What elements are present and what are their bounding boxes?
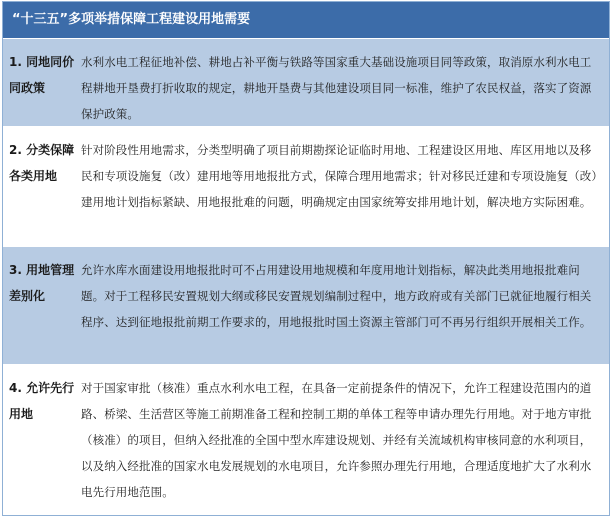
row-text: 水利水电工程征地补偿、耕地占补平衡与铁路等国家重大基础设施项目同等政策，取消原水利水电工程耕地开垦费打折收取的规定，耕地开垦费与其他建设项目同一标准，维护了农民权益，落实了资源保护政策。 <box>81 55 592 121</box>
row-label <box>3 365 75 515</box>
table-row <box>3 246 609 364</box>
row-label <box>3 127 75 246</box>
row-label <box>3 39 75 126</box>
table-row <box>3 364 609 515</box>
row-label <box>3 247 75 364</box>
row-label-line: 2. 分类保障 <box>9 143 75 157</box>
table-title: “十三五”多项举措保障工程建设用地需要 <box>3 2 609 38</box>
row-text: 允许水库水面建设用地报批时可不占用建设用地规模和年度用地计划指标，解决此类用地报批难问题。对于工程移民安置规划大纲或移民安置规划编制过程中，地方政府或有关部门已就征地履行相关程序、达到征地报批前期工作要求的，用地报批时国土资源主管部门可不再另行组织开展相关工作。 <box>81 263 592 329</box>
table-row <box>3 126 609 246</box>
row-label-line: 3. 用地管理 <box>9 263 75 277</box>
row-text: 对于国家审批（核准）重点水利水电工程，在具备一定前提条件的情况下，允许工程建设范围内的道路、桥梁、生活营区等施工前期准备工程和控制工期的单体工程等申请办理先行用地。对于地方审批（核准）的项目，但纳入经批准的全国中型水库建设规划、并经有关流域机构审核同意的水利项目，以及纳入经批准的国家水电发展规划的水电项目，允许参照办理先行用地，合理适度地扩大了水利水电先行用地范围。 <box>81 381 592 499</box>
row-label-line: 4. 允许先行 <box>9 381 75 395</box>
row-label-line: 同政策 <box>9 81 46 95</box>
row-text: 针对阶段性用地需求，分类型明确了项目前期勘探论证临时用地、工程建设区用地、库区用地以及移民和专项设施复（改）建用地等用地报批方式，保障合理用地需求；针对移民迁建和专项设施复（改）建用地计划指标紧缺、用地报批难的问题，明确规定由国家统筹安排用地计划，解决地方实际困难。 <box>81 143 598 209</box>
policy-table <box>2 1 610 516</box>
table-row <box>3 38 609 126</box>
row-label-line: 各类用地 <box>9 169 58 183</box>
row-label-line: 差别化 <box>9 289 46 303</box>
row-label-line: 1. 同地同价 <box>9 55 75 69</box>
row-label-line: 用地 <box>9 407 34 421</box>
